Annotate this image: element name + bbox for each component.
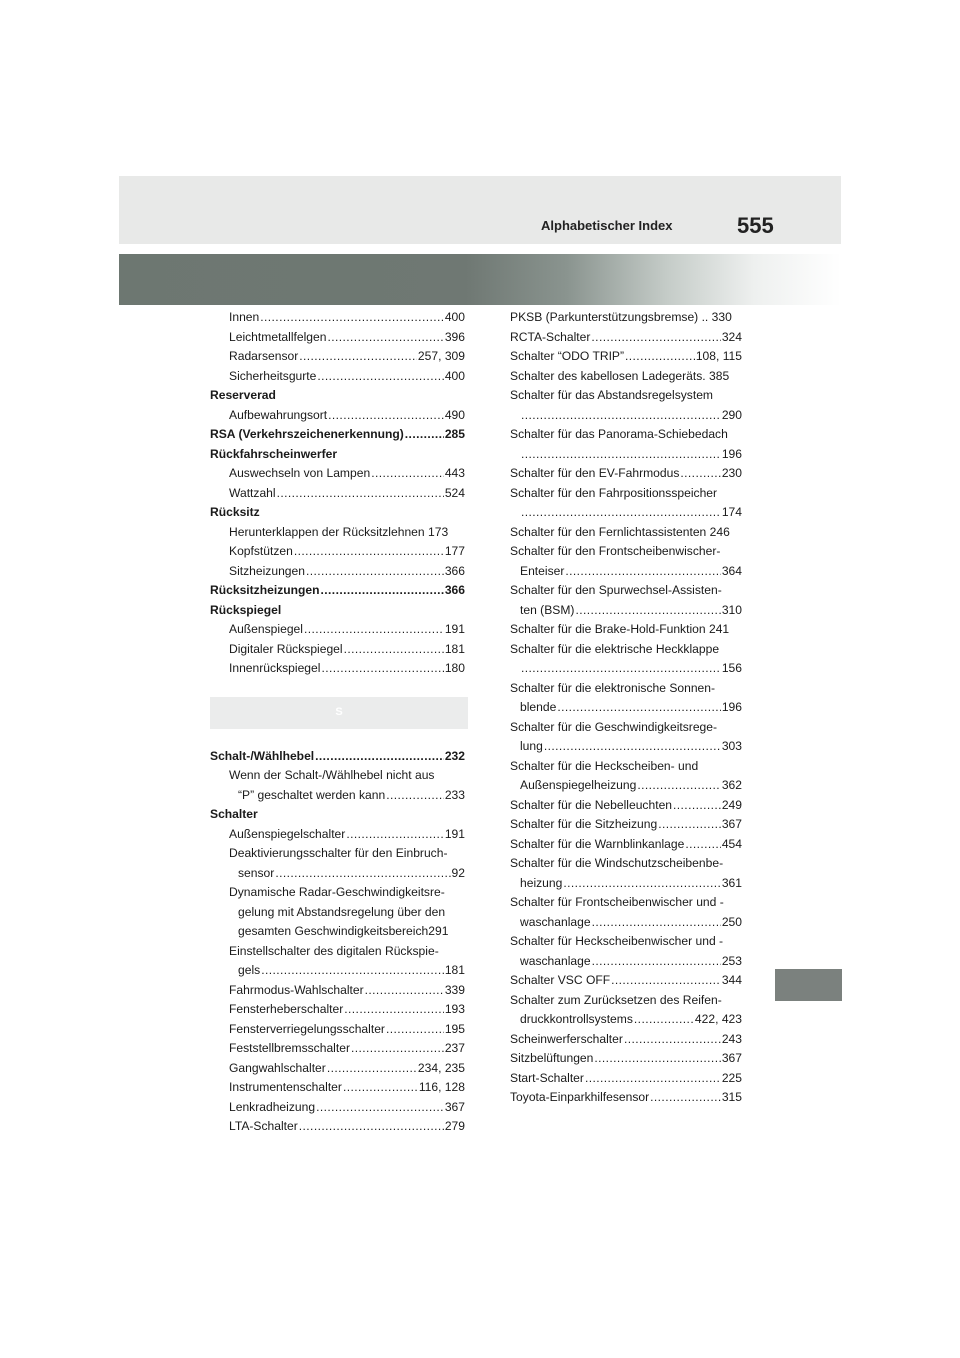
index-text-line: Schalter für die elektronische Sonnen- (510, 680, 716, 695)
index-text-line: Schalter für den Fahrpositionsspeicher (510, 485, 718, 500)
entry-label: Scheinwerferschalter (510, 1031, 623, 1046)
dot-leader (294, 542, 444, 562)
page-reference[interactable]: 366 (444, 583, 465, 597)
index-text-line: Herunterklappen der Rücksitzlehnen 173 (229, 524, 449, 539)
dot-leader (346, 825, 444, 845)
dot-leader (317, 367, 443, 387)
entry-label: RCTA-Schalter (510, 329, 591, 344)
index-heading: Rückspiegel (210, 602, 282, 617)
index-entry (510, 659, 742, 679)
dot-leader (275, 864, 450, 884)
page-number: 555 (737, 213, 774, 238)
index-entry (510, 835, 742, 855)
page-reference[interactable]: 181 (444, 963, 465, 977)
index-entry (210, 786, 465, 806)
entry-label: Instrumentenschalter (229, 1080, 342, 1094)
header-bar (119, 176, 841, 244)
dot-leader (327, 1059, 417, 1079)
index-entry (510, 347, 742, 367)
index-column-right (510, 308, 742, 1108)
dot-leader (521, 659, 721, 679)
page-reference[interactable]: 400 (444, 310, 465, 324)
index-text-line: Schalter zum Zurücksetzen des Reifen- (510, 992, 722, 1007)
entry-label: Auswechseln von Lampen (229, 466, 371, 480)
index-entry (210, 308, 465, 328)
page-reference[interactable]: 339 (444, 982, 465, 997)
dot-leader (299, 1117, 444, 1137)
entry-label: Schalter für den EV-Fahrmodus (510, 466, 680, 480)
dot-leader (625, 347, 695, 367)
index-text-line: Einstellschalter des digitalen Rückspie- (229, 943, 439, 958)
entry-label: Innenrückspiegel (229, 661, 321, 675)
page-reference[interactable]: 181 (444, 641, 465, 656)
page-reference[interactable]: 177 (444, 544, 465, 558)
entry-label: Außenspiegel (229, 622, 303, 636)
index-entry (510, 464, 742, 484)
dot-leader (306, 562, 444, 582)
index-entry (210, 347, 465, 367)
index-entry (510, 874, 742, 894)
index-list-s-section (210, 747, 465, 1137)
page-title: Alphabetischer Index (541, 218, 673, 233)
entry-label: Toyota-Einparkhilfesensor (510, 1090, 650, 1104)
entry-label: druckkontrollsystems (520, 1012, 633, 1026)
page-reference[interactable]: 367 (721, 1051, 742, 1065)
index-entry (210, 825, 465, 845)
index-text-line: Deaktivierungsschalter für den Einbruch- (229, 846, 448, 860)
index-entry (510, 601, 742, 621)
dot-leader (521, 406, 721, 426)
index-entry (210, 464, 465, 484)
index-text-line: PKSB (Parkunterstützungsbremse) .. 330 (510, 310, 732, 324)
entry-label: heizung (520, 875, 563, 890)
dot-leader (299, 347, 417, 367)
index-entry (510, 503, 742, 523)
page-reference[interactable]: 454 (721, 836, 742, 851)
entry-label: Schalter für die Warnblinkanlage (510, 836, 685, 851)
page-reference[interactable]: 364 (721, 563, 742, 578)
entry-label: Schalter für die Sitzheizung (510, 817, 658, 831)
index-entry (210, 1020, 465, 1040)
index-entry (210, 981, 465, 1001)
dot-leader (521, 503, 721, 523)
index-text-line: Schalter für den Spurwechsel-Assisten- (510, 583, 722, 597)
page-reference[interactable]: 233 (444, 787, 465, 802)
index-entry (210, 864, 465, 884)
entry-label: Rücksitzheizungen (210, 583, 320, 597)
index-entry (210, 1117, 465, 1137)
entry-label: “P” geschaltet werden kann (238, 787, 386, 802)
section-letter: S (335, 705, 343, 718)
entry-label: Fensterverriegelungsschalter (229, 1021, 385, 1036)
index-entry (510, 1088, 742, 1108)
page-reference[interactable]: 174 (721, 505, 742, 519)
index-text-line: Schalter für Heckscheibenwischer und - (510, 934, 724, 948)
dot-leader (344, 1000, 444, 1020)
index-entry (210, 659, 465, 679)
page-reference[interactable]: 237 (444, 1041, 465, 1055)
entry-label: Aufbewahrungsort (229, 407, 328, 422)
dot-leader (304, 620, 444, 640)
page-reference[interactable]: 234, 235 (417, 1060, 465, 1075)
page-reference[interactable]: 249 (721, 797, 742, 812)
entry-label: Gangwahlschalter (229, 1060, 326, 1075)
page-reference[interactable]: 232 (444, 748, 465, 763)
index-text-line: Schalter für den Fernlichtassistenten 246 (510, 524, 730, 539)
dot-leader (544, 737, 721, 757)
index-entry (510, 913, 742, 933)
entry-label: LTA-Schalter (229, 1119, 298, 1133)
dot-leader (563, 874, 720, 894)
index-text-line: gesamten Geschwindigkeitsbereich291 (238, 924, 449, 938)
page-reference[interactable]: 315 (721, 1090, 742, 1104)
dot-leader (386, 1020, 444, 1040)
entry-label: Leichtmetallfelgen (229, 329, 327, 344)
entry-label: RSA (Verkehrszeichenerkennung) (210, 427, 404, 441)
index-list-right (510, 308, 742, 1108)
dot-leader (557, 698, 720, 718)
page-reference[interactable]: 396 (444, 329, 465, 344)
entry-label: Feststellbremsschalter (229, 1041, 350, 1055)
index-entry (210, 620, 465, 640)
page-reference[interactable]: 324 (721, 329, 742, 344)
page-reference[interactable]: 361 (721, 875, 742, 890)
dot-leader (634, 1010, 694, 1030)
dot-leader (585, 1069, 721, 1089)
entry-label: Fensterheberschalter (229, 1002, 344, 1016)
index-entry (510, 971, 742, 991)
dot-leader (575, 601, 720, 621)
section-thumb-tab[interactable] (775, 969, 842, 1001)
index-heading: Rücksitz (210, 505, 260, 519)
index-text-line: Wenn der Schalt-/Wählhebel nicht aus (229, 768, 435, 782)
page-reference[interactable]: 196 (721, 700, 742, 714)
page-reference[interactable]: 344 (721, 973, 742, 987)
entry-label: ten (BSM) (520, 602, 575, 617)
dot-leader (321, 659, 443, 679)
page-reference[interactable]: 367 (444, 1099, 465, 1114)
entry-label: Fahrmodus-Wahlschalter (229, 982, 364, 997)
entry-label: Sitzbelüftungen (510, 1051, 594, 1065)
entry-label: lung (520, 739, 543, 753)
page-reference[interactable]: 195 (444, 1021, 465, 1036)
entry-label: Sicherheitsgurte (229, 368, 317, 383)
dot-leader (351, 1039, 444, 1059)
index-entry (210, 1059, 465, 1079)
page-reference[interactable]: 180 (444, 661, 465, 675)
index-text-line: Schalter für die Heckscheiben- und (510, 758, 699, 773)
entry-label: Sitzheizungen (229, 563, 305, 578)
page-reference[interactable]: 290 (721, 407, 742, 422)
index-column-left (210, 308, 465, 1137)
index-entry (510, 815, 742, 835)
page-reference[interactable]: 92 (451, 865, 465, 880)
page-reference[interactable]: 156 (721, 661, 742, 675)
index-entry (210, 747, 465, 767)
page-reference[interactable]: 257, 309 (417, 349, 465, 363)
entry-label: blende (520, 700, 557, 714)
entry-label: Lenkradheizung (229, 1099, 316, 1114)
dot-leader (343, 1078, 418, 1098)
index-text-line: Schalter für die elektrische Heckklappe (510, 641, 720, 656)
entry-label: Enteiser (520, 563, 565, 578)
page-reference[interactable]: 225 (721, 1070, 742, 1085)
index-text-line: Schalter des kabellosen Ladegeräts. 385 (510, 368, 730, 383)
index-entry (210, 961, 465, 981)
dot-leader (344, 640, 444, 660)
dot-leader (405, 425, 444, 445)
page-reference[interactable]: 196 (721, 446, 742, 461)
entry-label: gels (238, 963, 261, 977)
page-reference[interactable]: 310 (721, 602, 742, 617)
dot-leader (521, 445, 721, 465)
index-entry (510, 1069, 742, 1089)
index-heading: Schalter (210, 807, 258, 821)
index-entry (210, 581, 465, 601)
entry-label: waschanlage (520, 953, 591, 968)
dot-leader (637, 776, 720, 796)
entry-label: sensor (238, 865, 275, 880)
index-entry (210, 542, 465, 562)
page-reference[interactable]: 116, 128 (418, 1080, 465, 1094)
page-reference[interactable]: 193 (444, 1002, 465, 1016)
dot-leader (565, 562, 720, 582)
entry-label: Start-Schalter (510, 1070, 584, 1085)
page-reference[interactable]: 362 (721, 778, 742, 792)
entry-label: Radarsensor (229, 349, 299, 363)
index-entry (210, 562, 465, 582)
entry-label: Digitaler Rückspiegel (229, 641, 343, 656)
page-reference[interactable]: 366 (444, 563, 465, 578)
entry-label: Schalt-/Wählhebel (210, 748, 315, 763)
page-reference[interactable]: 303 (721, 739, 742, 753)
index-heading: Rückfahrscheinwerfer (210, 446, 338, 461)
dot-leader (594, 1049, 720, 1069)
index-entry (210, 1078, 465, 1098)
index-entry (510, 406, 742, 426)
index-text-line: Schalter für die Geschwindigkeitsrege- (510, 719, 718, 734)
entry-label: Schalter VSC OFF (510, 973, 611, 987)
index-entry (510, 698, 742, 718)
page-reference[interactable]: 367 (721, 817, 742, 831)
index-entry (510, 952, 742, 972)
dot-leader (685, 835, 720, 855)
index-entry (510, 776, 742, 796)
index-text-line: gelung mit Abstandsregelung über den (238, 904, 446, 919)
index-text-line: Schalter für die Brake-Hold-Funktion 241 (510, 622, 730, 636)
entry-label: Außenspiegelheizung (520, 778, 637, 792)
entry-label: Innen (229, 310, 260, 324)
dot-leader (680, 464, 720, 484)
index-entry (210, 1000, 465, 1020)
dot-leader (260, 308, 444, 328)
section-header-s (210, 697, 468, 729)
entry-label: Wattzahl (229, 485, 276, 500)
index-entry (510, 1049, 742, 1069)
dot-leader (386, 786, 444, 806)
index-entry (210, 425, 465, 445)
page-reference[interactable]: 243 (721, 1031, 742, 1046)
page-reference[interactable]: 279 (444, 1119, 465, 1133)
entry-label: Schalter “ODO TRIP” (510, 349, 625, 363)
index-text-line: Schalter für das Abstandsregelsystem (510, 388, 714, 402)
page-reference[interactable]: 490 (444, 407, 465, 422)
page-reference[interactable]: 285 (444, 427, 465, 441)
page-reference[interactable]: 191 (444, 826, 465, 841)
index-entry (510, 1010, 742, 1030)
page-reference[interactable]: 108, 115 (695, 349, 742, 363)
index-entry (210, 328, 465, 348)
index-entry (510, 737, 742, 757)
index-entry (510, 562, 742, 582)
entry-label: Schalter für die Nebelleuchten (510, 797, 673, 812)
index-entry (210, 406, 465, 426)
dot-leader (321, 581, 444, 601)
dot-leader (277, 484, 444, 504)
index-text-line: Schalter für Frontscheibenwischer und - (510, 895, 724, 909)
dot-leader (624, 1030, 721, 1050)
dot-leader (650, 1088, 721, 1108)
dot-leader (673, 796, 721, 816)
page-reference[interactable]: 191 (444, 622, 465, 636)
entry-label: waschanlage (520, 914, 591, 929)
page-reference[interactable]: 422, 423 (694, 1012, 742, 1026)
decorative-band (119, 254, 841, 305)
entry-label: Kopfstützen (229, 544, 293, 558)
page-reference[interactable]: 400 (444, 368, 465, 383)
dot-leader (591, 328, 720, 348)
dot-leader (658, 815, 721, 835)
index-heading: Reserverad (210, 388, 276, 402)
index-entry (210, 1039, 465, 1059)
dot-leader (611, 971, 721, 991)
page-reference[interactable]: 524 (444, 485, 465, 500)
dot-leader (328, 406, 444, 426)
page-reference[interactable]: 443 (444, 466, 465, 480)
index-entry (510, 445, 742, 465)
page-reference[interactable]: 250 (721, 914, 742, 929)
dot-leader (371, 464, 444, 484)
entry-label: Außenspiegelschalter (229, 826, 346, 841)
index-list-r-section (210, 308, 465, 679)
dot-leader (316, 1098, 444, 1118)
index-entry (510, 328, 742, 348)
dot-leader (592, 952, 721, 972)
index-entry (210, 484, 465, 504)
dot-leader (592, 913, 721, 933)
index-entry (210, 367, 465, 387)
dot-leader (315, 747, 444, 767)
page-reference[interactable]: 230 (721, 466, 742, 480)
index-entry (210, 1098, 465, 1118)
index-entry (210, 640, 465, 660)
index-entry (510, 1030, 742, 1050)
dot-leader (365, 981, 444, 1001)
dot-leader (327, 328, 443, 348)
index-text-line: Schalter für den Frontscheibenwischer- (510, 544, 721, 558)
index-text-line: Schalter für das Panorama-Schiebedach (510, 427, 728, 441)
index-text-line: Dynamische Radar-Geschwindigkeitsre- (229, 885, 445, 899)
index-text-line: Schalter für die Windschutzscheibenbe- (510, 856, 724, 870)
index-entry (510, 796, 742, 816)
page-reference[interactable]: 253 (721, 953, 742, 968)
dot-leader (261, 961, 444, 981)
